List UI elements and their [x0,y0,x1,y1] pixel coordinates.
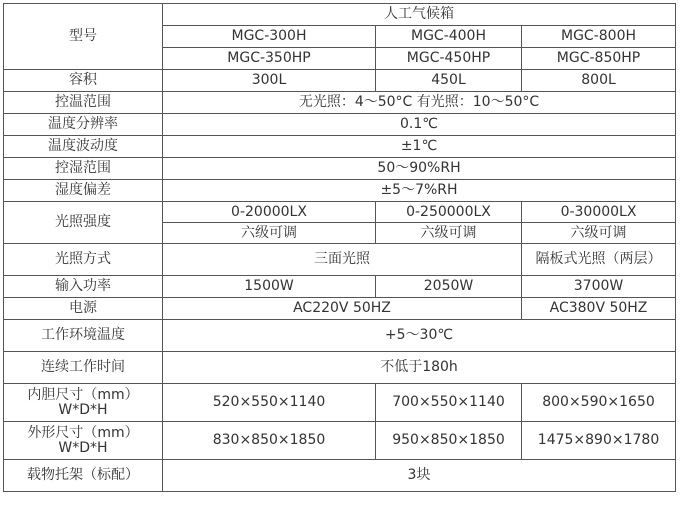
model-cell: MGC-850HP [522,48,676,70]
table-row [4,4,676,26]
table-row [4,298,676,320]
model-cell: MGC-450HP [376,48,522,70]
row-label: 温度分辨率 [4,114,163,136]
table-row [4,422,676,460]
value-cell: 1475×890×1780 [522,422,676,460]
table-row [4,114,676,136]
value-cell: 0-30000LX [522,202,676,223]
table-row [4,158,676,180]
value-cell: 3块 [163,460,676,492]
model-cell: MGC-350HP [163,48,376,70]
value-cell: 1500W [163,276,376,298]
value-cell: 六级可调 [522,223,676,244]
value-cell: ±5～7%RH [163,180,676,202]
row-label: 内胆尺寸（mm）W*D*H [4,384,163,422]
value-cell: 300L [163,70,376,92]
value-cell: 950×850×1850 [376,422,522,460]
row-label: 温度波动度 [4,136,163,158]
row-label: 连续工作时间 [4,352,163,384]
table-row [4,202,676,223]
value-cell: 450L [376,70,522,92]
value-cell: 隔板式光照（两层） [522,244,676,276]
value-cell: 0.1℃ [163,114,676,136]
value-cell: AC220V 50HZ [163,298,522,320]
spec-table [3,3,676,492]
row-label: 外形尺寸（mm）W*D*H [4,422,163,460]
row-label: 光照方式 [4,244,163,276]
value-cell: +5～30℃ [163,320,676,352]
value-cell: 800L [522,70,676,92]
value-cell: 50～90%RH [163,158,676,180]
value-cell: 六级可调 [376,223,522,244]
model-cell: MGC-400H [376,26,522,48]
row-label: 输入功率 [4,276,163,298]
value-cell: AC380V 50HZ [522,298,676,320]
table-row [4,352,676,384]
row-label: 电源 [4,298,163,320]
value-cell: 520×550×1140 [163,384,376,422]
table-row [4,180,676,202]
value-cell: ±1℃ [163,136,676,158]
row-label: 光照强度 [4,202,163,244]
table-row [4,92,676,114]
value-cell: 六级可调 [163,223,376,244]
table-row [4,70,676,92]
table-row [4,136,676,158]
value-cell: 700×550×1140 [376,384,522,422]
value-cell: 无光照：4～50°C 有光照：10～50°C [163,92,676,114]
model-label: 型号 [4,4,163,70]
value-cell: 2050W [376,276,522,298]
row-label: 工作环境温度 [4,320,163,352]
value-cell: 0-20000LX [163,202,376,223]
table-title: 人工气候箱 [163,4,676,26]
row-label: 控湿范围 [4,158,163,180]
table-row [4,276,676,298]
value-cell: 不低于180h [163,352,676,384]
table-row [4,384,676,422]
row-label: 容积 [4,70,163,92]
value-cell: 3700W [522,276,676,298]
model-cell: MGC-800H [522,26,676,48]
value-cell: 830×850×1850 [163,422,376,460]
model-cell: MGC-300H [163,26,376,48]
row-label: 载物托架（标配） [4,460,163,492]
row-label: 控温范围 [4,92,163,114]
table-row [4,320,676,352]
table-row [4,460,676,492]
table-row [4,244,676,276]
row-label: 湿度偏差 [4,180,163,202]
value-cell: 800×590×1650 [522,384,676,422]
value-cell: 三面光照 [163,244,522,276]
value-cell: 0-250000LX [376,202,522,223]
